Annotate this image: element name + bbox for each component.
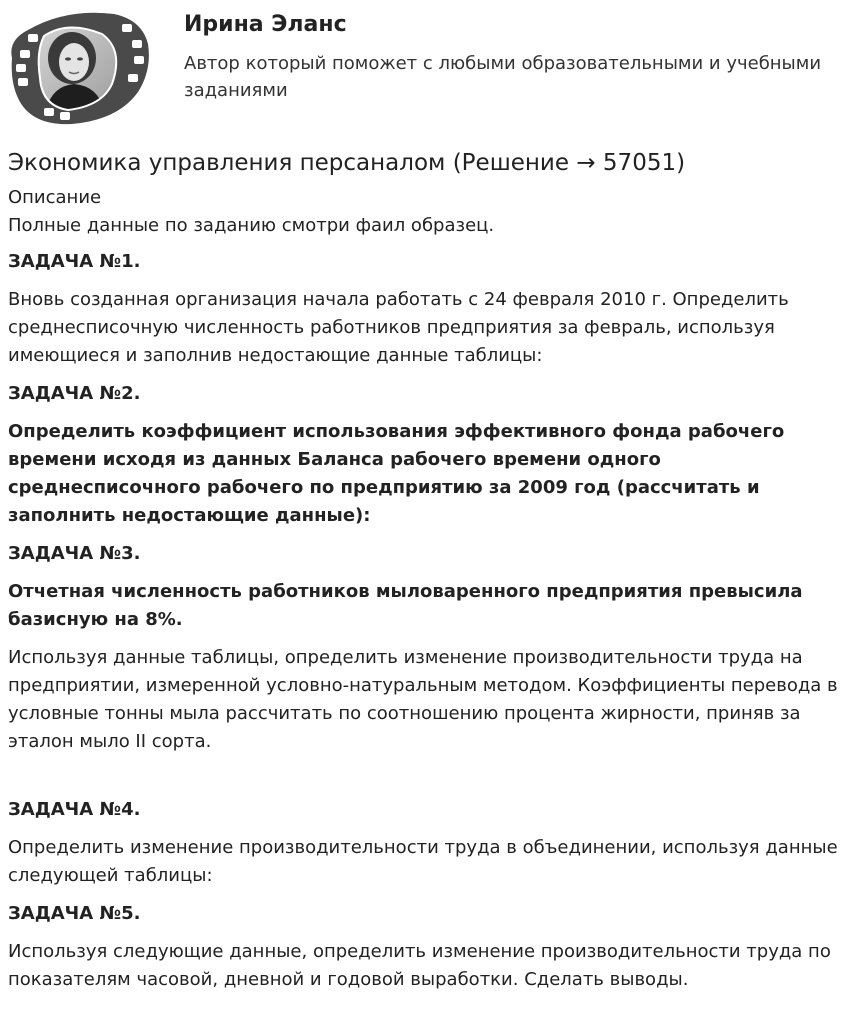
intro-text: Полные данные по заданию смотри фаил образец.	[8, 215, 495, 236]
task-text: Используя данные таблицы, определить изменение производительности труда на предприятии, измеренной условно-натуральным методом. Коэффициенты перевода в условные тонны мыла рассчитать по соотношению процента жирности, приняв за эталон мыло II сорта.	[8, 647, 838, 752]
author-name[interactable]: Ирина Эланс	[184, 12, 347, 37]
task-heading: ЗАДАЧА №2.	[8, 383, 141, 404]
task-heading: ЗАДАЧА №5.	[8, 903, 141, 924]
task-heading: ЗАДАЧА №1.	[8, 251, 141, 272]
task-heading: ЗАДАЧА №3.	[8, 543, 141, 564]
task-text: Используя следующие данные, определить изменение производительности труда по показателям часовой, дневной и годовой выработки. Сделать выводы.	[8, 941, 831, 990]
film-strip-avatar-icon	[6, 6, 152, 128]
page-title: Экономика управления персаналом (Решение → 57051)	[8, 150, 686, 176]
author-header	[0, 0, 847, 135]
main-content	[8, 146, 838, 994]
avatar[interactable]	[6, 6, 152, 128]
task-text: Вновь созданная организация начала работать с 24 февраля 2010 г. Определить среднесписочную численность работников предприятия за февраль, используя имеющиеся и заполнив недостающие данные таблицы:	[8, 289, 789, 366]
task-heading: ЗАДАЧА №4.	[8, 799, 141, 820]
task-text: Отчетная численность работников мыловаренного предприятия превысила базисную на 8%.	[8, 581, 803, 630]
author-description: Автор который поможет с любыми образовательными и учебными заданиями	[184, 53, 822, 101]
task-text: Определить изменение производительности труда в объединении, используя данные следующей таблицы:	[8, 837, 838, 886]
description-label: Описание	[8, 187, 102, 208]
task-text: Определить коэффициент использования эффективного фонда рабочего времени исходя из данных Баланса рабочего времени одного среднесписочного рабочего по предприятию за 2009 год (рассчитать и заполнить недостающие данные):	[8, 421, 785, 526]
